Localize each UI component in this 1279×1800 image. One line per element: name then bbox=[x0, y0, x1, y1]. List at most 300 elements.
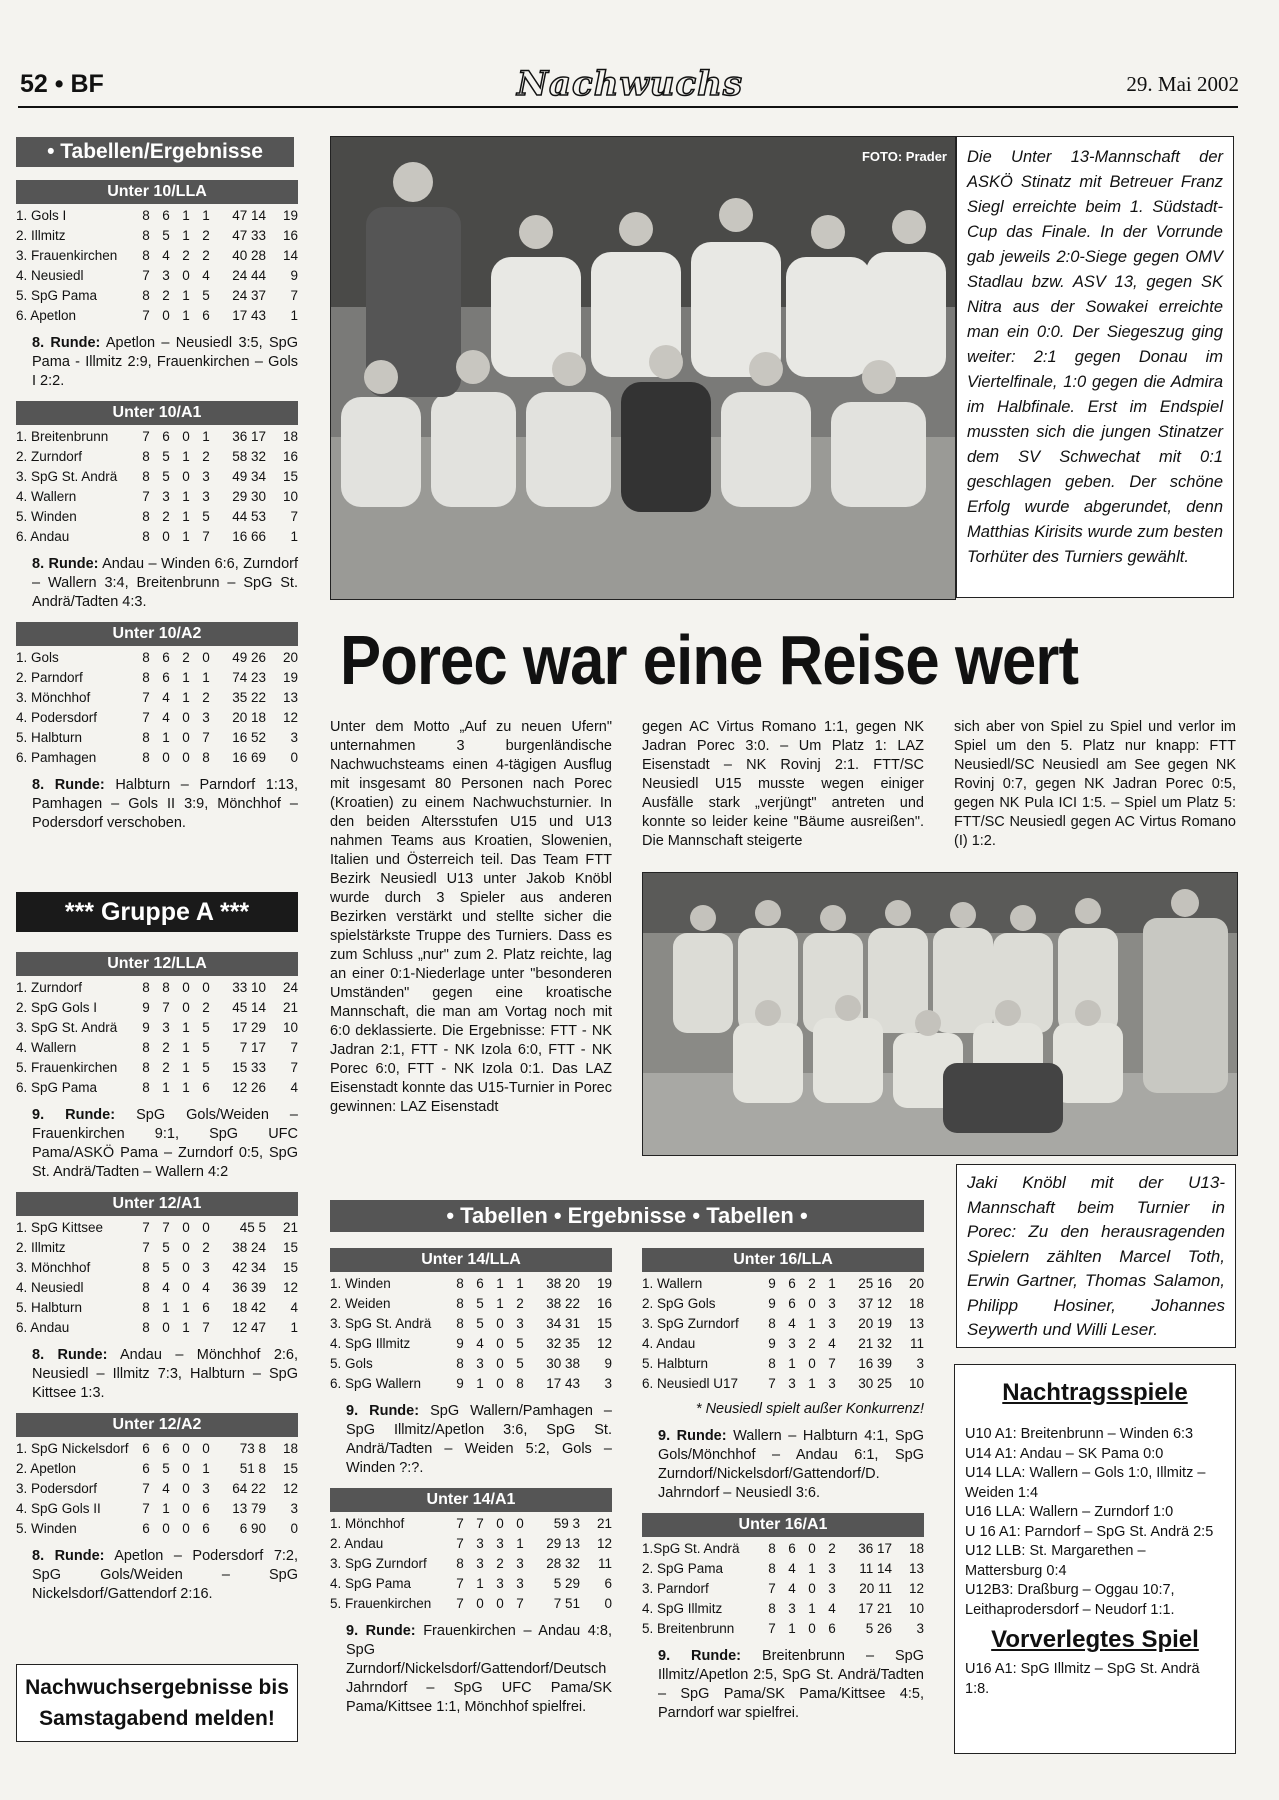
standings-title: Unter 10/A2 bbox=[16, 622, 298, 646]
table-row bbox=[642, 1559, 924, 1579]
table-row bbox=[16, 1218, 298, 1238]
team-name: 3. SpG St. Andrä bbox=[330, 1316, 432, 1331]
goals-cell: 35 22 bbox=[232, 690, 266, 705]
stat-cell: 3 bbox=[202, 469, 210, 484]
team-name: 5. Halbturn bbox=[642, 1356, 709, 1371]
table-row bbox=[330, 1514, 612, 1534]
team-name: 3. SpG St. Andrä bbox=[16, 469, 118, 484]
goals-cell: 42 34 bbox=[232, 1260, 266, 1275]
stat-cell: 1 bbox=[182, 509, 190, 524]
stat-cell: 6 bbox=[162, 1441, 170, 1456]
table-row bbox=[330, 1334, 612, 1354]
stat-cell: 3 bbox=[828, 1561, 836, 1576]
nachtrag-item: U12B3: Draßburg – Oggau 10:7, Leithaprodersdorf – Neudorf 1:1. bbox=[965, 1582, 1175, 1618]
standings-title: Unter 14/A1 bbox=[330, 1488, 612, 1512]
table-row bbox=[330, 1574, 612, 1594]
stat-cell: 2 bbox=[202, 690, 210, 705]
standings-table bbox=[16, 427, 298, 547]
stat-cell: 0 bbox=[182, 1441, 190, 1456]
table-row bbox=[16, 1318, 298, 1338]
team-name: 2. SpG Gols bbox=[642, 1296, 716, 1311]
article-headline: Porec war eine Reise wert bbox=[340, 621, 1079, 699]
goals-cell: 74 23 bbox=[232, 670, 266, 685]
stat-cell: 6 bbox=[202, 1300, 210, 1315]
points-cell: 18 bbox=[908, 1296, 924, 1311]
standings-block bbox=[642, 1513, 924, 1723]
stat-cell: 1 bbox=[202, 670, 210, 685]
stat-cell: 1 bbox=[202, 429, 210, 444]
stat-cell: 1 bbox=[182, 1080, 190, 1095]
points-cell: 6 bbox=[604, 1576, 612, 1591]
round-label: 9. Runde: bbox=[32, 1107, 116, 1123]
team-name: 2. Zurndorf bbox=[16, 449, 83, 464]
points-cell: 12 bbox=[908, 1581, 924, 1596]
team-name: 6. Apetlon bbox=[16, 308, 77, 323]
stat-cell: 5 bbox=[162, 1461, 170, 1476]
goals-cell: 28 32 bbox=[546, 1556, 580, 1571]
points-cell: 16 bbox=[282, 449, 298, 464]
stat-cell: 3 bbox=[202, 710, 210, 725]
stat-cell: 0 bbox=[162, 1521, 170, 1536]
stat-cell: 1 bbox=[788, 1356, 796, 1371]
stat-cell: 8 bbox=[142, 1300, 150, 1315]
stat-cell: 5 bbox=[162, 228, 170, 243]
table-row bbox=[16, 978, 298, 998]
standings-title: Unter 12/A2 bbox=[16, 1413, 298, 1437]
stat-cell: 2 bbox=[808, 1336, 816, 1351]
goals-cell: 38 24 bbox=[232, 1240, 266, 1255]
stat-cell: 7 bbox=[202, 730, 210, 745]
goals-cell: 12 26 bbox=[232, 1080, 266, 1095]
stat-cell: 7 bbox=[142, 268, 150, 283]
stat-cell: 8 bbox=[142, 529, 150, 544]
stat-cell: 3 bbox=[202, 1260, 210, 1275]
goals-cell: 33 10 bbox=[232, 980, 266, 995]
goals-cell: 24 44 bbox=[232, 268, 266, 283]
stat-cell: 1 bbox=[828, 1276, 836, 1291]
stat-cell: 9 bbox=[768, 1276, 776, 1291]
stat-cell: 0 bbox=[808, 1296, 816, 1311]
points-cell: 20 bbox=[908, 1276, 924, 1291]
vorverlegt-list bbox=[965, 1660, 1225, 1699]
stat-cell: 8 bbox=[162, 980, 170, 995]
team-name: 4. SpG Illmitz bbox=[330, 1336, 411, 1351]
stat-cell: 8 bbox=[516, 1376, 524, 1391]
stat-cell: 5 bbox=[202, 1060, 210, 1075]
table-row bbox=[642, 1579, 924, 1599]
stat-cell: 3 bbox=[162, 489, 170, 504]
stat-cell: 1 bbox=[162, 1501, 170, 1516]
stat-cell: 6 bbox=[788, 1541, 796, 1556]
bottom-section-title: • Tabellen • Ergebnisse • Tabellen • bbox=[330, 1200, 924, 1232]
stat-cell: 0 bbox=[202, 1220, 210, 1235]
stat-cell: 7 bbox=[142, 1220, 150, 1235]
stat-cell: 0 bbox=[182, 730, 190, 745]
stat-cell: 2 bbox=[182, 248, 190, 263]
goals-cell: 32 35 bbox=[546, 1336, 580, 1351]
stat-cell: 5 bbox=[202, 288, 210, 303]
table-row bbox=[330, 1374, 612, 1394]
stat-cell: 4 bbox=[202, 268, 210, 283]
stat-cell: 5 bbox=[202, 509, 210, 524]
points-cell: 13 bbox=[282, 690, 298, 705]
notice-text: Nachwuchsergebnisse bis Samstagabend melden! bbox=[25, 1676, 289, 1730]
team-name: 4. Neusiedl bbox=[16, 1280, 84, 1295]
stat-cell: 8 bbox=[456, 1316, 464, 1331]
stat-cell: 1 bbox=[182, 228, 190, 243]
stat-cell: 7 bbox=[768, 1621, 776, 1636]
round-label: 9. Runde: bbox=[346, 1403, 420, 1419]
stat-cell: 4 bbox=[788, 1316, 796, 1331]
stat-cell: 2 bbox=[202, 1240, 210, 1255]
goals-cell: 16 69 bbox=[232, 750, 266, 765]
points-cell: 7 bbox=[290, 509, 298, 524]
goals-cell: 12 47 bbox=[232, 1320, 266, 1335]
article-col-3 bbox=[954, 718, 1236, 851]
stat-cell: 9 bbox=[142, 1020, 150, 1035]
goals-cell: 36 17 bbox=[858, 1541, 892, 1556]
team-name: 1. Breitenbrunn bbox=[16, 429, 109, 444]
goals-cell: 44 53 bbox=[232, 509, 266, 524]
stat-cell: 2 bbox=[202, 228, 210, 243]
round-results: 8. Runde: Halbturn – Parndorf 1:13, Pamhagen – Gols II 3:9, Mönchhof – Podersdorf verschoben. bbox=[32, 777, 298, 831]
stat-cell: 0 bbox=[496, 1336, 504, 1351]
stat-cell: 7 bbox=[142, 429, 150, 444]
points-cell: 3 bbox=[290, 1501, 298, 1516]
vorverlegt-title: Vorverlegtes Spiel bbox=[991, 1626, 1199, 1653]
table-row bbox=[16, 1078, 298, 1098]
photo-credit: FOTO: Prader bbox=[861, 149, 947, 164]
stat-cell: 4 bbox=[202, 1280, 210, 1295]
points-cell: 16 bbox=[596, 1296, 612, 1311]
points-cell: 12 bbox=[282, 710, 298, 725]
team-name: 3. Frauenkirchen bbox=[16, 248, 118, 263]
stat-cell: 2 bbox=[202, 449, 210, 464]
stat-cell: 9 bbox=[456, 1376, 464, 1391]
round-label: 8. Runde: bbox=[32, 1347, 108, 1363]
left-section-title: • Tabellen/Ergebnisse bbox=[16, 137, 294, 167]
goals-cell: 17 29 bbox=[232, 1020, 266, 1035]
stat-cell: 7 bbox=[162, 1220, 170, 1235]
stat-cell: 0 bbox=[808, 1621, 816, 1636]
round-results: 8. Runde: Apetlon – Podersdorf 7:2, SpG Gols/Weiden – SpG Nickelsdorf/Gattendorf 2:16. bbox=[32, 1548, 298, 1602]
stat-cell: 8 bbox=[142, 228, 150, 243]
points-cell: 10 bbox=[908, 1601, 924, 1616]
stat-cell: 1 bbox=[516, 1536, 524, 1551]
porec-photo-illustration bbox=[643, 873, 1237, 1155]
stat-cell: 1 bbox=[182, 529, 190, 544]
stat-cell: 4 bbox=[162, 710, 170, 725]
goals-cell: 5 26 bbox=[865, 1621, 892, 1636]
table-row bbox=[16, 246, 298, 266]
team-name: 5. Winden bbox=[16, 509, 77, 524]
table-row bbox=[16, 487, 298, 507]
goals-cell: 37 12 bbox=[858, 1296, 892, 1311]
points-cell: 12 bbox=[596, 1536, 612, 1551]
team-name: 6. SpG Wallern bbox=[330, 1376, 422, 1391]
points-cell: 19 bbox=[282, 670, 298, 685]
stat-cell: 1 bbox=[182, 1320, 190, 1335]
stat-cell: 0 bbox=[808, 1581, 816, 1596]
standings-block bbox=[642, 1248, 924, 1503]
points-cell: 10 bbox=[282, 1020, 298, 1035]
stat-cell: 1 bbox=[808, 1316, 816, 1331]
stat-cell: 5 bbox=[162, 469, 170, 484]
goals-cell: 29 13 bbox=[546, 1536, 580, 1551]
stat-cell: 8 bbox=[142, 449, 150, 464]
points-cell: 3 bbox=[604, 1376, 612, 1391]
team-name: 3. Mönchhof bbox=[16, 690, 91, 705]
standings-table bbox=[642, 1274, 924, 1394]
team-name: 4. Wallern bbox=[16, 1040, 77, 1055]
stat-cell: 0 bbox=[182, 980, 190, 995]
stat-cell: 2 bbox=[182, 650, 190, 665]
stat-cell: 1 bbox=[162, 1080, 170, 1095]
points-cell: 1 bbox=[290, 529, 298, 544]
goals-cell: 36 39 bbox=[232, 1280, 266, 1295]
points-cell: 7 bbox=[290, 1040, 298, 1055]
team-name: 6. Andau bbox=[16, 529, 70, 544]
table-row bbox=[330, 1534, 612, 1554]
stat-cell: 0 bbox=[182, 750, 190, 765]
goals-cell: 58 32 bbox=[232, 449, 266, 464]
goals-cell: 13 79 bbox=[232, 1501, 266, 1516]
goals-cell: 20 11 bbox=[859, 1581, 892, 1596]
team-name: 4. Podersdorf bbox=[16, 710, 98, 725]
table-row bbox=[330, 1314, 612, 1334]
porec-photo-caption-text: Jaki Knöbl mit der U13-Mannschaft beim Turnier in Porec: Zu den herausragenden Spielern zählten Marcel Toth, Erwin Gartner, Thomas Salamon, Philipp Hosiner, Johannes Seywerth und Willi Leser. bbox=[967, 1173, 1225, 1339]
table-row bbox=[16, 266, 298, 286]
table-row bbox=[16, 1018, 298, 1038]
stat-cell: 1 bbox=[202, 208, 210, 223]
stat-cell: 7 bbox=[142, 308, 150, 323]
stat-cell: 2 bbox=[162, 1040, 170, 1055]
stat-cell: 5 bbox=[162, 1260, 170, 1275]
stat-cell: 0 bbox=[182, 710, 190, 725]
stat-cell: 3 bbox=[516, 1316, 524, 1331]
stat-cell: 7 bbox=[768, 1581, 776, 1596]
stat-cell: 1 bbox=[808, 1561, 816, 1576]
stat-cell: 8 bbox=[142, 509, 150, 524]
goals-cell: 64 22 bbox=[232, 1481, 266, 1496]
vorverlegt-item: U16 A1: SpG Illmitz – SpG St. Andrä 1:8. bbox=[965, 1661, 1200, 1697]
stat-cell: 3 bbox=[202, 1481, 210, 1496]
team-name: 3. Podersdorf bbox=[16, 1481, 98, 1496]
standings-title: Unter 12/A1 bbox=[16, 1192, 298, 1216]
goals-cell: 7 51 bbox=[553, 1596, 580, 1611]
stat-cell: 2 bbox=[808, 1276, 816, 1291]
team-name: 4. Wallern bbox=[16, 489, 77, 504]
table-row bbox=[16, 708, 298, 728]
stat-cell: 3 bbox=[788, 1376, 796, 1391]
stat-cell: 0 bbox=[182, 1461, 190, 1476]
stat-cell: 8 bbox=[142, 248, 150, 263]
stat-cell: 8 bbox=[768, 1316, 776, 1331]
team-name: 4. SpG Gols II bbox=[16, 1501, 101, 1516]
stat-cell: 9 bbox=[142, 1000, 150, 1015]
stat-cell: 6 bbox=[202, 1080, 210, 1095]
stat-cell: 6 bbox=[162, 429, 170, 444]
stat-cell: 1 bbox=[182, 1060, 190, 1075]
stat-cell: 6 bbox=[162, 208, 170, 223]
stat-cell: 7 bbox=[456, 1516, 464, 1531]
stat-cell: 7 bbox=[456, 1596, 464, 1611]
table-row bbox=[16, 648, 298, 668]
stat-cell: 8 bbox=[456, 1556, 464, 1571]
nachtrag-item: U16 LLA: Wallern – Zurndorf 1:0 bbox=[965, 1504, 1174, 1520]
stat-cell: 5 bbox=[516, 1336, 524, 1351]
stat-cell: 0 bbox=[162, 750, 170, 765]
stat-cell: 4 bbox=[162, 1481, 170, 1496]
team-name: 1. SpG Kittsee bbox=[16, 1220, 104, 1235]
team-name: 1. Winden bbox=[330, 1276, 391, 1291]
stat-cell: 0 bbox=[202, 650, 210, 665]
stat-cell: 8 bbox=[142, 1320, 150, 1335]
points-cell: 4 bbox=[290, 1300, 298, 1315]
goals-cell: 36 17 bbox=[232, 429, 266, 444]
table-row bbox=[16, 1298, 298, 1318]
goals-cell: 51 8 bbox=[239, 1461, 266, 1476]
stat-cell: 9 bbox=[456, 1336, 464, 1351]
stat-cell: 7 bbox=[142, 489, 150, 504]
stat-cell: 8 bbox=[456, 1296, 464, 1311]
stat-cell: 8 bbox=[142, 1080, 150, 1095]
stat-cell: 8 bbox=[142, 670, 150, 685]
stat-cell: 9 bbox=[768, 1336, 776, 1351]
stat-cell: 3 bbox=[476, 1536, 484, 1551]
stat-cell: 2 bbox=[496, 1556, 504, 1571]
stat-cell: 0 bbox=[182, 429, 190, 444]
left-tables-top bbox=[16, 180, 298, 843]
stat-cell: 3 bbox=[516, 1576, 524, 1591]
bottom-tables-left bbox=[330, 1248, 612, 1727]
points-cell: 0 bbox=[604, 1596, 612, 1611]
team-name: 6. Andau bbox=[16, 1320, 70, 1335]
stat-cell: 0 bbox=[182, 469, 190, 484]
stat-cell: 0 bbox=[182, 1481, 190, 1496]
team-name: 1.SpG St. Andrä bbox=[642, 1541, 740, 1556]
goals-cell: 49 34 bbox=[232, 469, 266, 484]
standings-table bbox=[16, 1439, 298, 1539]
stat-cell: 2 bbox=[828, 1541, 836, 1556]
stat-cell: 4 bbox=[788, 1561, 796, 1576]
team-name: 5. Frauenkirchen bbox=[330, 1596, 432, 1611]
points-cell: 12 bbox=[596, 1336, 612, 1351]
points-cell: 1 bbox=[290, 1320, 298, 1335]
table-row bbox=[642, 1619, 924, 1639]
points-cell: 7 bbox=[290, 1060, 298, 1075]
stat-cell: 6 bbox=[162, 650, 170, 665]
goals-cell: 38 20 bbox=[546, 1276, 580, 1291]
stat-cell: 0 bbox=[496, 1516, 504, 1531]
article-col-1-text: Unter dem Motto „Auf zu neuen Ufern" unternahmen 3 burgenländische Nachwuchsteams einen 4-tägigen Ausflug mit insgesamt 80 Personen nach Porec (Kroatien) zu einem Nachwuchsturnier. In den beiden Altersstufen U15 und U13 nahmen Teams aus Kroatien, Slowenien, Italien und Österreich teil. Das Team FTT Bezirk Neusiedl U13 unter Jakob Knöbl wurde durch 3 Spieler aus anderen Bezirken verstärkt und stellte sicher die spielstärkste Truppe des Turniers. Dass es zum Schluss „nur" zum 2. Platz reichte, lag an einer 0:1-Niederlage unter "besonderen Umständen" gegen eine kroatische Mannschaft, die man am Vortag noch mit 6:0 deklassierte. Die Ergebnisse: FTT - NK Jadran 2:1, FTT - NK Izola 6:0, FTT - NK Porec 6:0, FTT - NK Izola 0:1. Das LAZ Eisenstadt konnte das U15-Turnier in Porec gewinnen: LAZ Eisenstadt bbox=[330, 719, 612, 1115]
standings-title: Unter 16/A1 bbox=[642, 1513, 924, 1537]
points-cell: 21 bbox=[282, 1220, 298, 1235]
round-label: 9. Runde: bbox=[346, 1623, 416, 1639]
table-row bbox=[16, 1258, 298, 1278]
standings-block bbox=[16, 180, 298, 391]
stat-cell: 1 bbox=[808, 1376, 816, 1391]
stat-cell: 4 bbox=[162, 690, 170, 705]
table-row bbox=[16, 226, 298, 246]
goals-cell: 49 26 bbox=[232, 650, 266, 665]
team-name: 5. Frauenkirchen bbox=[16, 1060, 118, 1075]
stat-cell: 6 bbox=[142, 1521, 150, 1536]
points-cell: 24 bbox=[282, 980, 298, 995]
stat-cell: 5 bbox=[202, 1040, 210, 1055]
stat-cell: 4 bbox=[476, 1336, 484, 1351]
stat-cell: 0 bbox=[808, 1356, 816, 1371]
team-name: 5. Breitenbrunn bbox=[642, 1621, 735, 1636]
team-photo-stinatz bbox=[330, 136, 956, 600]
stat-cell: 0 bbox=[182, 1501, 190, 1516]
stat-cell: 1 bbox=[496, 1276, 504, 1291]
stat-cell: 7 bbox=[142, 710, 150, 725]
standings-title: Unter 16/LLA bbox=[642, 1248, 924, 1272]
stat-cell: 0 bbox=[496, 1376, 504, 1391]
stat-cell: 3 bbox=[828, 1316, 836, 1331]
stat-cell: 3 bbox=[476, 1556, 484, 1571]
team-name: 3. SpG Zurndorf bbox=[330, 1556, 427, 1571]
standings-table bbox=[16, 648, 298, 768]
team-name: 2. Parndorf bbox=[16, 670, 83, 685]
stat-cell: 6 bbox=[202, 1521, 210, 1536]
goals-cell: 47 33 bbox=[232, 228, 266, 243]
standings-table bbox=[16, 1218, 298, 1338]
stat-cell: 3 bbox=[788, 1336, 796, 1351]
stat-cell: 6 bbox=[788, 1296, 796, 1311]
points-cell: 18 bbox=[282, 429, 298, 444]
nachtrag-item: U12 LLB: St. Margarethen – Mattersburg 0:4 bbox=[965, 1543, 1146, 1579]
points-cell: 12 bbox=[282, 1481, 298, 1496]
table-row bbox=[16, 1479, 298, 1499]
table-row bbox=[16, 206, 298, 226]
goals-cell: 11 14 bbox=[859, 1561, 892, 1576]
team-name: 1. Wallern bbox=[642, 1276, 703, 1291]
nachtrag-item: U10 A1: Breitenbrunn – Winden 6:3 bbox=[965, 1426, 1194, 1442]
goals-cell: 17 21 bbox=[858, 1601, 892, 1616]
table-row bbox=[642, 1354, 924, 1374]
team-name: 2. Apetlon bbox=[16, 1461, 77, 1476]
points-cell: 7 bbox=[290, 288, 298, 303]
stat-cell: 5 bbox=[202, 1020, 210, 1035]
goals-cell: 45 5 bbox=[239, 1220, 266, 1235]
stat-cell: 6 bbox=[202, 308, 210, 323]
points-cell: 20 bbox=[282, 650, 298, 665]
points-cell: 1 bbox=[290, 308, 298, 323]
stat-cell: 8 bbox=[142, 469, 150, 484]
stat-cell: 1 bbox=[788, 1621, 796, 1636]
goals-cell: 59 3 bbox=[553, 1516, 580, 1531]
bottom-tables-right bbox=[642, 1248, 924, 1733]
nachtrag-title: Nachtragsspiele bbox=[1002, 1379, 1188, 1406]
stat-cell: 8 bbox=[768, 1356, 776, 1371]
table-row bbox=[642, 1314, 924, 1334]
table-row bbox=[16, 668, 298, 688]
points-cell: 10 bbox=[282, 489, 298, 504]
round-label: 8. Runde: bbox=[32, 335, 101, 351]
goals-cell: 45 14 bbox=[232, 1000, 266, 1015]
stat-cell: 3 bbox=[828, 1296, 836, 1311]
stat-cell: 1 bbox=[808, 1601, 816, 1616]
goals-cell: 38 22 bbox=[546, 1296, 580, 1311]
porec-photo-caption bbox=[956, 1164, 1236, 1348]
team-name: 6. SpG Pama bbox=[16, 1080, 98, 1095]
stat-cell: 1 bbox=[162, 730, 170, 745]
stat-cell: 0 bbox=[182, 1240, 190, 1255]
team-name: 1. Gols I bbox=[16, 208, 67, 223]
stat-cell: 3 bbox=[202, 489, 210, 504]
